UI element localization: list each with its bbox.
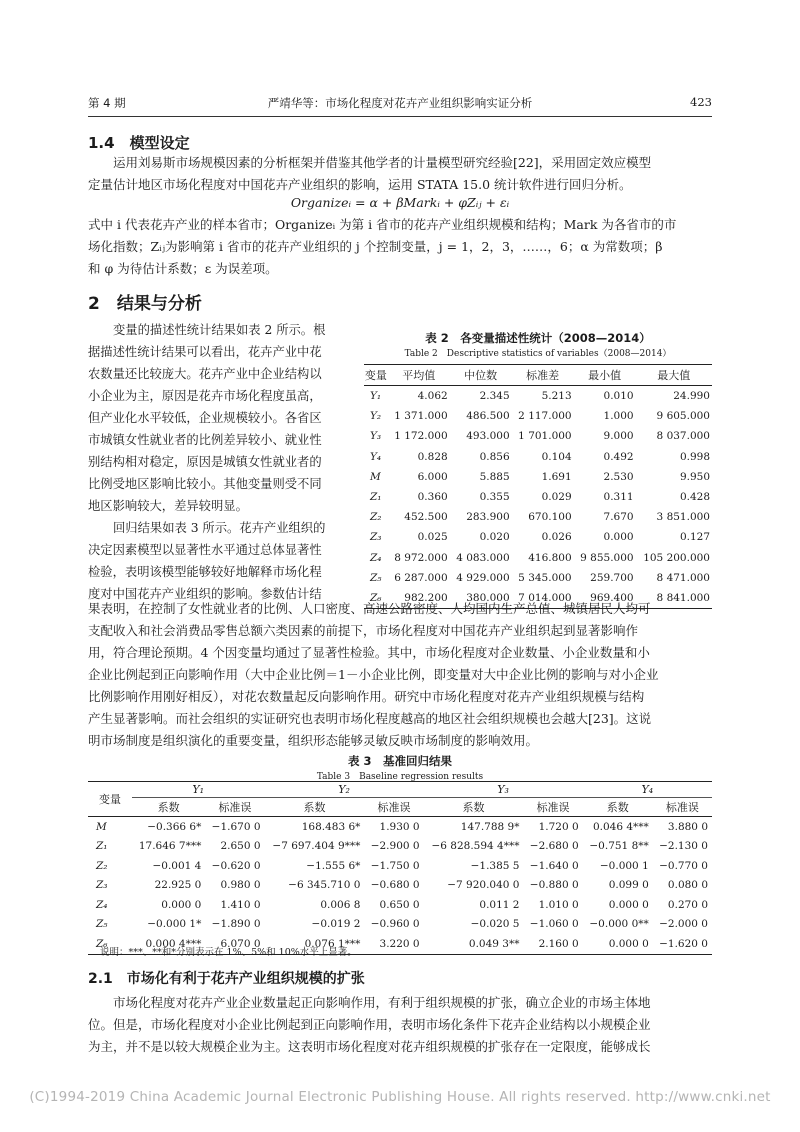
table-cell: 9 605.000 <box>656 410 710 423</box>
table-cell: −2.000 0 <box>659 918 708 931</box>
table-cell: −0.680 0 <box>370 879 420 892</box>
table-cell: 0.650 0 <box>379 898 420 911</box>
text-line: 比例受地区影响比较小。其他变量则受不同 <box>88 477 322 491</box>
table-cell: 493.000 <box>466 430 510 443</box>
table-cell: 0.980 0 <box>220 879 261 892</box>
table-cell: 0.311 <box>603 491 634 504</box>
table-cell: 5 345.000 <box>518 571 572 584</box>
text-line: 决定因素模型以显著性水平通过总体显著性 <box>88 543 322 557</box>
table-cell: −0.620 0 <box>211 859 261 872</box>
text-line: 回归结果如表 3 所示。花卉产业组织的 <box>113 521 326 535</box>
column-header: 标准误 <box>536 801 570 814</box>
table-cell: 416.800 <box>528 551 572 564</box>
table-cell: 0.025 <box>417 531 448 544</box>
table-cell: 0.076 1*** <box>304 937 361 950</box>
text-line: 果表明，在控制了女性就业者的比例、人口密度、高速公路密度、人均国内生产总值、城镇居民人均可 <box>88 601 651 616</box>
row-variable-cell: Z₃ <box>96 879 108 892</box>
table-cell: 105 200.000 <box>643 551 710 564</box>
text-line: 产生显著影响。而社会组织的实证研究也表明市场化程度越高的地区社会组织规模也会越大[23]。这说 <box>88 711 652 726</box>
column-header: 最小值 <box>588 369 622 382</box>
table2-caption <box>364 330 712 359</box>
table-cell: 0.828 <box>417 450 448 463</box>
table2-caption-zh: 表 2 各变量描述性统计（2008—2014） <box>425 331 651 345</box>
table-header-row <box>364 365 712 386</box>
table-cell: 17.646 7*** <box>138 840 202 853</box>
table-cell: −0.366 6* <box>147 820 202 833</box>
equation-explanation <box>88 214 712 280</box>
table-cell: −1.670 0 <box>211 820 261 833</box>
table-cell: 0.020 <box>479 531 510 544</box>
running-title: 严靖华等：市场化程度对花卉产业组织影响实证分析 <box>267 96 533 110</box>
text-line: 定量估计地区市场化程度对中国花卉产业组织的影响，运用 STATA 15.0 统计软件进行回归分析。 <box>88 177 632 192</box>
table-cell: 0.998 <box>679 450 710 463</box>
row-variable-cell: Y₄ <box>370 450 382 463</box>
text-line: 市场化程度对花卉产业企业数量起正向影响作用，有利于组织规模的扩张，确立企业的市场主体地 <box>113 995 651 1010</box>
table-cell: 3 851.000 <box>656 511 710 524</box>
table-row <box>88 895 712 915</box>
column-header: 标准差 <box>526 369 560 382</box>
table-cell: 0.080 0 <box>667 879 708 892</box>
table-cell: 1.000 <box>603 410 634 423</box>
table-row <box>88 856 712 876</box>
table-cell: 8 471.000 <box>656 571 710 584</box>
table-cell: 9.950 <box>679 470 710 483</box>
text-line: 度对中国花卉产业组织的影响。参数估计结 <box>88 587 322 601</box>
table-cell: 452.500 <box>404 511 448 524</box>
table-row <box>364 467 712 487</box>
column-header: 变量 <box>364 369 387 382</box>
row-variable-cell: Z₅ <box>370 571 382 584</box>
table-cell: −2.680 0 <box>529 840 579 853</box>
row-variable-cell: Z₅ <box>96 918 108 931</box>
page-number: 423 <box>690 95 712 109</box>
table3-note: 说明：***、**和*分别表示在 1%、5%和 10%水平上显著。 <box>100 947 357 958</box>
running-header <box>88 95 712 113</box>
table-cell: 0.000 4*** <box>145 937 202 950</box>
section-2-1-paragraph <box>88 992 712 1058</box>
table-cell: −0.770 0 <box>659 859 708 872</box>
table-cell: 147.788 9* <box>460 820 520 833</box>
table-cell: −0.000 1 <box>599 859 649 872</box>
text-line: 和 φ 为待估计系数；ε 为误差项。 <box>88 261 278 276</box>
table-cell: −1.385 5 <box>470 859 520 872</box>
table-cell: 0.360 <box>417 491 448 504</box>
row-variable-cell: Z₄ <box>370 551 382 564</box>
column-header: 最大值 <box>657 369 691 382</box>
table-cell: 6.070 0 <box>220 937 261 950</box>
text-line: 小企业为主，原因是花卉市场化程度虽高， <box>88 389 322 403</box>
row-variable-cell: Z₆ <box>370 591 382 604</box>
group-header: Y₁ <box>132 782 265 798</box>
text-line: 检验，表明该模型能够较好地解释市场化程 <box>88 565 322 579</box>
table-cell: 9.000 <box>603 430 634 443</box>
table-cell: 9 855.000 <box>580 551 634 564</box>
group-header: Y₄ <box>583 782 712 798</box>
table-cell: 0.029 <box>541 491 572 504</box>
table-cell: 670.100 <box>528 511 572 524</box>
column-header: 系数 <box>157 801 180 814</box>
table-cell: 6.000 <box>417 470 448 483</box>
section-heading-1-4: 1.4 模型设定 <box>88 134 190 152</box>
table-cell: 0.099 0 <box>608 879 649 892</box>
table-cell: 0.000 0 <box>608 937 649 950</box>
table-cell: 982.200 <box>404 591 448 604</box>
row-variable-cell: M <box>370 470 381 483</box>
table-cell: 1.410 0 <box>220 898 261 911</box>
section-heading-2-1: 2.1 市场化有利于花卉产业组织规模的扩张 <box>88 971 365 987</box>
table-cell: 168.483 6* <box>301 820 361 833</box>
table-cell: 0.010 <box>603 390 634 403</box>
table-cell: 2.345 <box>479 390 510 403</box>
table-cell: 0.006 8 <box>320 898 361 911</box>
table-cell: −2.130 0 <box>659 840 708 853</box>
model-paragraph <box>88 152 712 196</box>
column-header: 标准误 <box>665 801 699 814</box>
text-line: 别结构相对稳定，原因是城镇女性就业者的 <box>88 455 322 469</box>
table-row <box>364 447 712 467</box>
row-variable-cell: Z₂ <box>370 511 382 524</box>
text-line: 据描述性统计结果可以看出，花卉产业中花 <box>88 345 322 359</box>
row-variable-cell: Z₁ <box>370 491 382 504</box>
table-cell: −6 345.710 0 <box>288 879 361 892</box>
table-cell: −1.750 0 <box>370 859 420 872</box>
table-cell: 0.000 <box>603 531 634 544</box>
text-line: 市城镇女性就业者的比例差异较小、就业性 <box>88 433 322 447</box>
table-cell: 8 841.000 <box>656 591 710 604</box>
regression-equation: Organizeᵢ = α + βMarkᵢ + φZᵢⱼ + εᵢ <box>290 195 510 210</box>
table-row <box>364 406 712 426</box>
section-heading-2: 2 结果与分析 <box>88 294 202 314</box>
text-line: 用，符合理论预期。4 个因变量均通过了显著性检验。其中，市场化程度对企业数量、小企业数量和小 <box>88 645 650 660</box>
group-header: Y₂ <box>265 782 424 798</box>
table-cell: 0.856 <box>479 450 510 463</box>
table-row <box>364 568 712 588</box>
table-cell: 1.691 <box>541 470 572 483</box>
table-row <box>88 837 712 857</box>
table-cell: 283.900 <box>466 511 510 524</box>
table-cell: 7.670 <box>603 511 634 524</box>
table-cell: 0.104 <box>541 450 572 463</box>
row-variable-cell: Y₃ <box>370 430 382 443</box>
table-cell: 24.990 <box>673 390 710 403</box>
descriptive-statistics-table <box>364 364 712 609</box>
row-variable-cell: Y₂ <box>370 410 382 423</box>
row-variable-cell: Z₃ <box>370 531 382 544</box>
table-cell: −1.555 6* <box>306 859 361 872</box>
row-variable-cell: M <box>96 820 107 833</box>
text-line: 支配收入和社会消费品零售总额六类因素的前提下，市场化程度对中国花卉产业组织起到显著影响作 <box>88 623 639 638</box>
text-line: 位。但是，市场化程度对小企业比例起到正向影响作用，表明市场化条件下花卉企业结构以小规模企业 <box>88 1017 651 1032</box>
table3-caption <box>88 753 712 782</box>
table-row <box>364 507 712 527</box>
table-cell: 22.925 0 <box>154 879 202 892</box>
table-cell: −7 920.040 0 <box>447 879 520 892</box>
row-variable-cell: Z₄ <box>96 898 108 911</box>
text-line: 但产业化水平较低，企业规模较小。各省区 <box>88 411 322 425</box>
table2-caption-en: Table 2 Descriptive statistics of variables（2008—2014） <box>404 349 672 359</box>
copyright-footer: (C)1994-2019 China Academic Journal Electronic Publishing House. All rights reserved. http://www.cnki.net <box>29 1089 771 1105</box>
table-cell: 4 929.000 <box>456 571 510 584</box>
table-cell: 5.885 <box>479 470 510 483</box>
text-line: 明市场制度是组织演化的重要变量，组织形态能够灵敏反映市场制度的影响效用。 <box>88 733 539 748</box>
row-variable-cell: Z₂ <box>96 859 108 872</box>
column-header: 系数 <box>303 801 326 814</box>
table-cell: 3.220 0 <box>379 937 420 950</box>
table-cell: −1.620 0 <box>659 937 708 950</box>
text-line: 比例影响作用刚好相反），对花农数量起反向影响作用。研究中市场化程度对花卉产业组织规模与结构 <box>88 689 645 704</box>
table-cell: 0.000 0 <box>608 898 649 911</box>
table-cell: −1.890 0 <box>211 918 261 931</box>
table-cell: 380.000 <box>466 591 510 604</box>
table-cell: 0.049 3** <box>468 937 520 950</box>
table-cell: 3.880 0 <box>667 820 708 833</box>
table-sub-header-row <box>88 798 712 817</box>
table-cell: 0.270 0 <box>667 898 708 911</box>
table3-caption-en: Table 3 Baseline regression results <box>316 772 484 782</box>
full-width-paragraph <box>88 598 712 752</box>
table-cell: −7 697.404 9*** <box>272 840 361 853</box>
table-cell: 0.355 <box>479 491 510 504</box>
table-cell: −0.960 0 <box>370 918 420 931</box>
table-cell: 486.500 <box>466 410 510 423</box>
table-cell: −1.060 0 <box>529 918 579 931</box>
table-cell: 0.492 <box>603 450 634 463</box>
text-line: 式中 i 代表花卉产业的样本省市；Organizeᵢ 为第 i 省市的花卉产业组织规模和结构；Mark 为各省市的市 <box>88 217 677 232</box>
table-cell: 1.720 0 <box>538 820 579 833</box>
left-column-text <box>88 319 354 605</box>
row-variable-cell: Y₁ <box>370 390 382 403</box>
column-header: 系数 <box>606 801 629 814</box>
header-rule <box>88 116 712 117</box>
table-cell: −1.640 0 <box>529 859 579 872</box>
table-cell: 6 287.000 <box>394 571 448 584</box>
table-cell: −0.000 1* <box>147 918 202 931</box>
table-cell: 1.930 0 <box>379 820 420 833</box>
table-cell: 0.000 0 <box>161 898 202 911</box>
table-cell: 0.127 <box>679 531 710 544</box>
row-variable-cell: Z₁ <box>96 840 108 853</box>
table-cell: 4 083.000 <box>456 551 510 564</box>
column-header: 标准误 <box>377 801 411 814</box>
table-row <box>364 527 712 547</box>
issue-number: 第 4 期 <box>88 96 126 110</box>
text-line: 场化指数；Zᵢⱼ为影响第 i 省市的花卉产业组织的 j 个控制变量，j = 1，2，3，……，6；α 为常数项；β <box>88 239 663 254</box>
group-header: Y₃ <box>424 782 583 798</box>
table-cell: 0.011 2 <box>479 898 520 911</box>
text-line: 变量的描述性统计结果如表 2 所示。根 <box>113 323 326 337</box>
table-cell: 5.213 <box>541 390 572 403</box>
table-cell: 0.026 <box>541 531 572 544</box>
text-line: 运用刘易斯市场规模因素的分析框架并借鉴其他学者的计量模型研究经验[22]，采用固定效应模型 <box>113 155 652 170</box>
table-cell: 4.062 <box>417 390 448 403</box>
text-line: 企业比例起到正向影响作用（大中企业比例＝1－小企业比例，即变量对大中企业比例的影响与对小企业 <box>88 667 659 682</box>
table-cell: −0.019 2 <box>311 918 361 931</box>
table-row <box>364 386 712 407</box>
table-cell: 1 371.000 <box>394 410 448 423</box>
table-row <box>88 876 712 896</box>
table-cell: 8 972.000 <box>394 551 448 564</box>
table-cell: 1 701.000 <box>518 430 572 443</box>
table-cell: 1 172.000 <box>394 430 448 443</box>
table-cell: 2.160 0 <box>538 937 579 950</box>
table-cell: −6 828.594 4*** <box>431 840 520 853</box>
text-line: 农数量还比较庞大。花卉产业中企业结构以 <box>88 367 322 381</box>
table-cell: 1.010 0 <box>538 898 579 911</box>
table-cell: 8 037.000 <box>656 430 710 443</box>
baseline-regression-table <box>88 781 712 955</box>
table-cell: 0.046 4*** <box>592 820 649 833</box>
table-cell: 2.530 <box>603 470 634 483</box>
table-cell: −0.020 5 <box>470 918 520 931</box>
table-row <box>88 817 712 837</box>
column-header: 中位数 <box>464 369 498 382</box>
column-header: 系数 <box>462 801 485 814</box>
table-cell: −0.751 8** <box>589 840 649 853</box>
table-cell: −0.001 4 <box>152 859 202 872</box>
table-cell: −0.000 0** <box>589 918 649 931</box>
table-cell: 0.428 <box>679 491 710 504</box>
row-variable-cell: Z₆ <box>96 937 108 950</box>
text-line: 为主，并不是以较大规模企业为主。这表明市场化程度对花卉组织规模的扩张存在一定限度，能够成长 <box>88 1039 651 1054</box>
table3-caption-zh: 表 3 基准回归结果 <box>347 754 452 768</box>
table-cell: 2.650 0 <box>220 840 261 853</box>
table-row <box>364 487 712 507</box>
table-row <box>364 548 712 568</box>
table-cell: 969.400 <box>590 591 634 604</box>
table-cell: 259.700 <box>590 571 634 584</box>
column-header: 平均值 <box>402 369 436 382</box>
table-group-header-row <box>88 782 712 798</box>
column-header: 变量 <box>99 793 121 806</box>
table-row <box>364 426 712 446</box>
table-cell: 7 014.000 <box>518 591 572 604</box>
table-cell: −0.880 0 <box>529 879 579 892</box>
table-cell: −2.900 0 <box>370 840 420 853</box>
table-row <box>88 915 712 935</box>
text-line: 地区影响较大，差异较明显。 <box>88 499 248 513</box>
column-header: 标准误 <box>218 801 252 814</box>
table-cell: 2 117.000 <box>518 410 572 423</box>
